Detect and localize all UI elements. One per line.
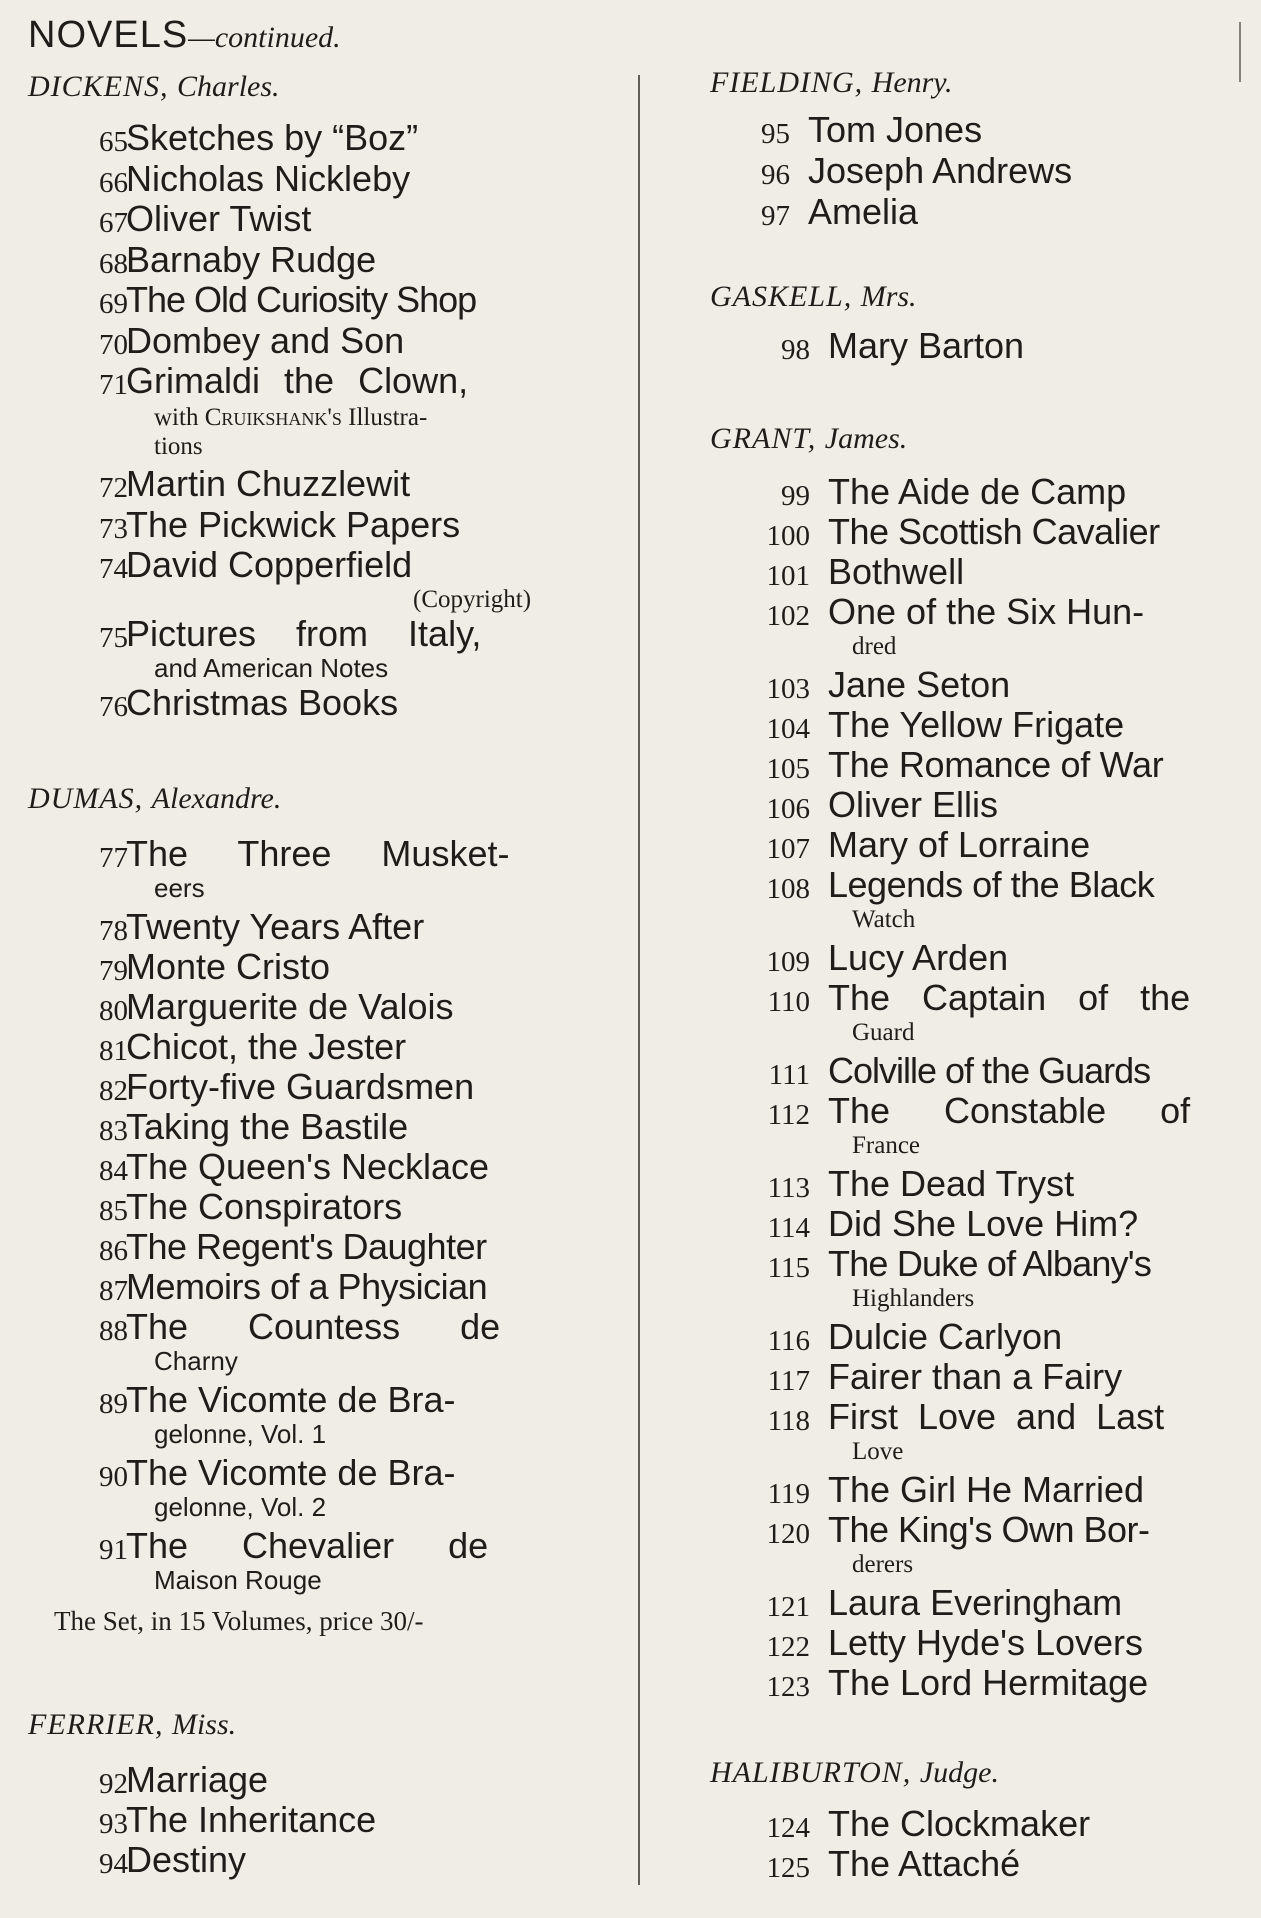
- list-item: 82 Forty-five Guardsmen: [99, 1066, 475, 1107]
- header-continued: —continued.: [188, 21, 341, 54]
- list-item: 72 Martin Chuzzlewit: [99, 463, 411, 504]
- author-heading: FIELDING, Henry.: [710, 66, 953, 99]
- list-item: 116 Dulcie Carlyon: [767, 1316, 1063, 1357]
- author-heading: FERRIER, Miss.: [28, 1708, 237, 1741]
- list-item: 84 The Queen's Necklace: [99, 1146, 490, 1187]
- list-item: 93 The Inheritance: [99, 1799, 377, 1840]
- list-item: 85 The Conspirators: [99, 1186, 403, 1227]
- list-item: 118 First Love and Last Love: [767, 1396, 1165, 1465]
- list-item: 88 The Countess de Charny: [99, 1306, 501, 1376]
- list-item: 117 Fairer than a Fairy: [767, 1356, 1123, 1397]
- list-item: 90 The Vicomte de Bra- gelonne, Vol. 2: [99, 1452, 456, 1522]
- author-heading: DICKENS, Charles.: [28, 70, 280, 103]
- list-item: 81 Chicot, the Jester: [99, 1026, 407, 1067]
- list-item: 123 The Lord Hermitage: [766, 1662, 1149, 1703]
- column-divider: [638, 75, 640, 1885]
- list-item: 66 Nicholas Nickleby: [99, 158, 411, 199]
- list-item: 99 The Aide de Camp: [781, 471, 1127, 512]
- section-haliburton: [710, 1756, 1255, 1884]
- list-item: 113 The Dead Tryst: [767, 1163, 1075, 1204]
- section-fielding: [710, 66, 1255, 232]
- list-item: 103 Jane Seton: [766, 664, 1011, 705]
- list-item: 94 Destiny: [99, 1839, 247, 1880]
- list-item: 76 Christmas Books: [99, 682, 399, 723]
- page-header: [28, 14, 341, 57]
- author-heading: DUMAS, Alexandre.: [28, 782, 282, 815]
- header-title: NOVELS: [28, 14, 189, 56]
- list-item: 104 The Yellow Frigate: [766, 704, 1125, 745]
- list-item: 120 The King's Own Bor- derers: [766, 1509, 1150, 1578]
- list-item: 77 The Three Musket- eers: [99, 833, 510, 903]
- author-heading: GASKELL, Mrs.: [710, 280, 917, 313]
- list-item: 70 Dombey and Son: [99, 320, 405, 361]
- list-item: 68 Barnaby Rudge: [99, 239, 377, 280]
- list-item: 86 The Regent's Daughter: [99, 1226, 487, 1267]
- list-item: 87 Memoirs of a Physician: [99, 1266, 488, 1307]
- list-item: 102 One of the Six Hun- dred: [766, 591, 1145, 660]
- list-item: 124 The Clockmaker: [766, 1803, 1091, 1844]
- list-item: 110 The Captain of the Guard: [767, 977, 1191, 1046]
- list-item: 73 The Pickwick Papers: [99, 504, 461, 545]
- list-item: 106 Oliver Ellis: [766, 784, 999, 825]
- list-item: 75 Pictures from Italy, and American Notes: [99, 613, 482, 683]
- list-item: 65 Sketches by “Boz”: [99, 117, 419, 158]
- list-item: 92 Marriage: [99, 1759, 269, 1800]
- list-item: 98 Mary Barton: [781, 325, 1025, 366]
- section-dumas: [28, 782, 588, 1636]
- list-item: 107 Mary of Lorraine: [766, 824, 1091, 865]
- list-item: 125 The Attaché: [766, 1843, 1021, 1884]
- author-heading: HALIBURTON, Judge.: [710, 1756, 999, 1789]
- list-item: 79 Monte Cristo: [99, 946, 331, 987]
- list-item: 67 Oliver Twist: [99, 198, 312, 239]
- list-item: 89 The Vicomte de Bra- gelonne, Vol. 1: [99, 1379, 456, 1449]
- section-dickens: [28, 70, 588, 723]
- list-item: 91 The Chevalier de Maison Rouge: [99, 1525, 489, 1595]
- list-item: 83 Taking the Bastile: [99, 1106, 409, 1147]
- list-item: 80 Marguerite de Valois: [99, 986, 454, 1027]
- set-price-note: The Set, in 15 Volumes, price 30/-: [54, 1606, 424, 1636]
- list-item: 121 Laura Everingham: [766, 1582, 1123, 1623]
- list-item: 109 Lucy Arden: [766, 937, 1009, 978]
- section-ferrier: [28, 1708, 588, 1880]
- list-item: 74 David Copperfield (Copyright): [99, 544, 532, 613]
- list-item: 112 The Constable of France: [767, 1090, 1191, 1159]
- list-item: 96 Joseph Andrews: [761, 150, 1073, 191]
- list-item: 78 Twenty Years After: [99, 906, 425, 947]
- section-gaskell: [710, 280, 1255, 366]
- section-grant: [710, 422, 1255, 1703]
- list-item: 115 The Duke of Albany's Highlanders: [767, 1243, 1152, 1312]
- list-item: 101 Bothwell: [766, 551, 965, 592]
- list-item: 100 The Scottish Cavalier: [766, 511, 1160, 552]
- list-item: 97 Amelia: [761, 191, 919, 232]
- list-item: 122 Letty Hyde's Lovers: [766, 1622, 1144, 1663]
- list-item: 111 Colville of the Guards: [768, 1050, 1151, 1091]
- list-item: 105 The Romance of War: [766, 744, 1164, 785]
- author-heading: GRANT, James.: [710, 422, 908, 455]
- list-item: 114 Did She Love Him?: [767, 1203, 1139, 1244]
- list-item: 69 The Old Curiosity Shop: [99, 279, 477, 320]
- list-item: 71 Grimaldi the Clown, with Cruikshank's Illustra- tions: [99, 360, 469, 460]
- list-item: 108 Legends of the Black Watch: [766, 864, 1155, 933]
- list-item: 119 The Girl He Married: [767, 1469, 1145, 1510]
- list-item: 95 Tom Jones: [761, 109, 983, 150]
